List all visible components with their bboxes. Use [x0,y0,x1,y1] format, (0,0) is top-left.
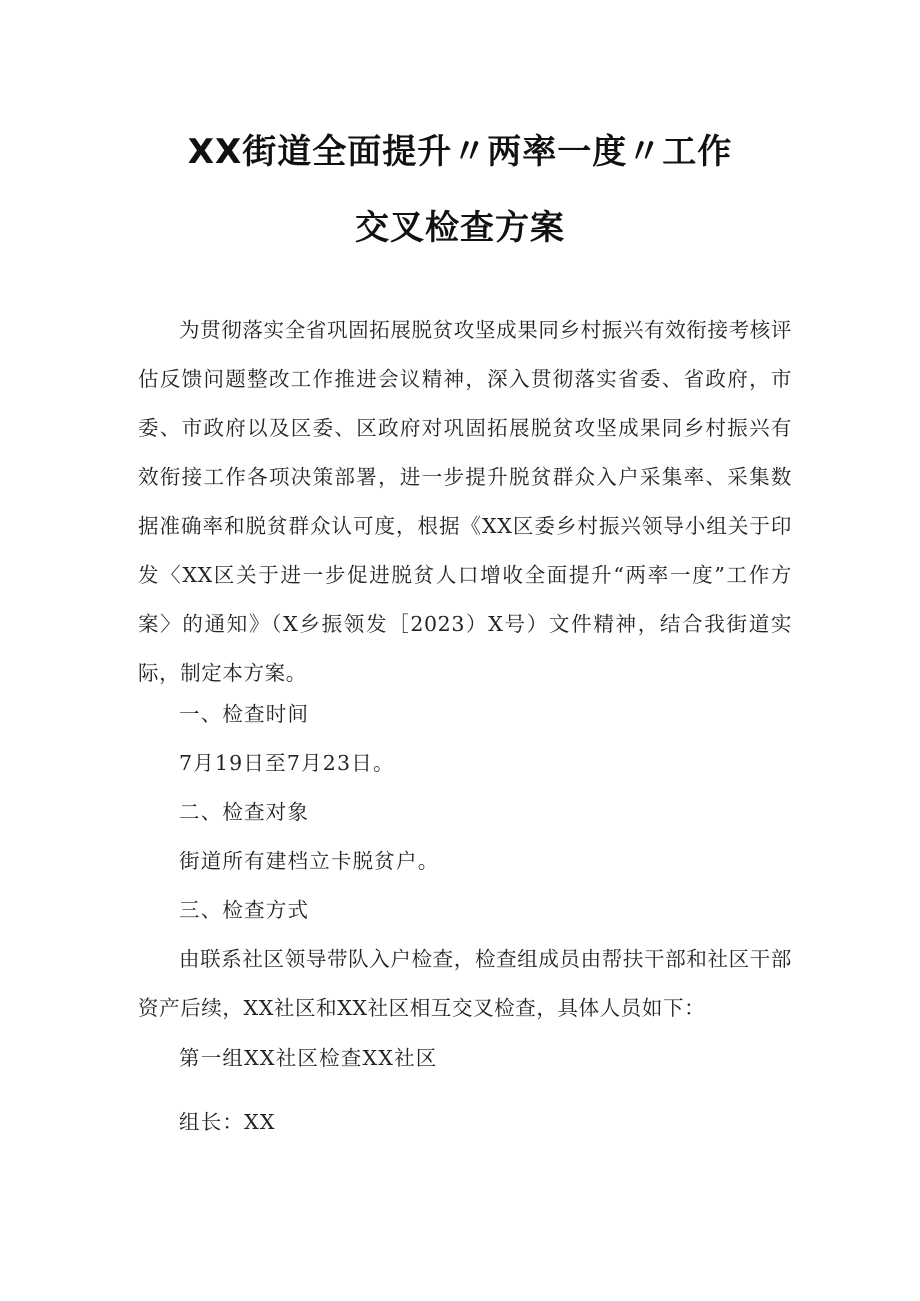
section-heading-inspection-method: 三、检查方式 [179,898,310,922]
group-leader-line: 组长：XX [179,1110,276,1134]
inspection-target-text: 街道所有建档立卡脱贫户。 [179,849,440,873]
inspection-time-text: 7月19日至7月23日。 [179,751,395,775]
section-heading-inspection-time: 一、检查时间 [179,702,310,726]
group-one-line: 第一组XX社区检查XX社区 [179,1046,438,1070]
section-heading-inspection-target: 二、检查对象 [179,800,310,824]
document-title-line-1: XX街道全面提升〃两率一度〃工作 [187,132,733,172]
document-title-line-2: 交叉检查方案 [355,208,565,248]
intro-paragraph: 为贯彻落实全省巩固拓展脱贫攻坚成果同乡村振兴有效衔接考核评估反馈问题整改工作推进会议精神，深入贯彻落实省委、省政府，市委、市政府以及区委、区政府对巩固拓展脱贫攻坚成果同乡村振兴有效衔接工作各项决策部署，进一步提升脱贫群众入户采集率、采集数据准确率和脱贫群众认可度，根据《XX区委乡村振兴领导小组关于印发〈XX区关于进一步促进脱贫人口增收全面提升“两率一度”工作方案〉的通知》（X乡振领发［2023）X号）文件精神，结合我街道实际，制定本方案。 [138,318,792,685]
inspection-method-paragraph: 由联系社区领导带队入户检查，检查组成员由帮扶干部和社区干部资产后续，XX社区和XX社区相互交叉检查，具体人员如下： [138,947,792,1020]
